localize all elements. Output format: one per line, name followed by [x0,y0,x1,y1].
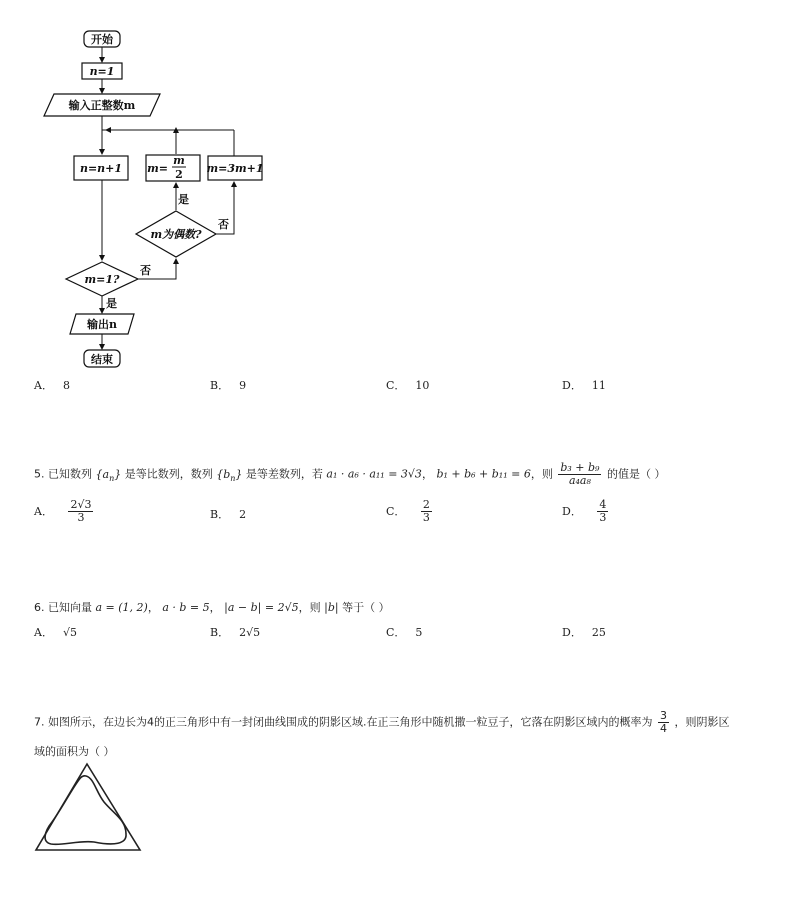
q6-option-b[interactable]: B． 2√5 [210,626,261,639]
q4-option-b[interactable]: B． 9 [210,379,247,392]
q6-a-def: a = (1, 2) [95,601,148,614]
q6-dot: a · b = 5 [162,601,210,614]
fc-yes1: 是 [178,193,189,206]
fc-init-text: n=1 [89,65,115,78]
q5-seq-a: $\{a_n\}$ [95,467,122,483]
fc-half-num: m [173,154,185,167]
fc-half-lhs: m= [147,162,168,175]
fc-yes2: 是 [106,297,117,310]
q7-stem-line2: 域的面积为（ ） [34,745,115,758]
fc-inc-text: n=n+1 [79,162,123,175]
q7-shaded-region [45,776,126,845]
q4-option-d[interactable]: D． 11 [562,379,606,392]
q5-option-c[interactable]: C． $\frac{2}{3}$ [386,498,430,525]
q5-option-d[interactable]: D． $\frac{4}{3}$ [562,498,607,525]
fc-even-text: m为偶数? [150,228,202,241]
q6-mag: |a − b| = 2√5 [224,601,299,614]
q7-stem-line1: 7. 如图所示，在边长为4的正三角形中有一封闭曲线围成的阴影区域.在正三角形中随机撒一粒豆子，它落在阴影区域内的概率为 $\frac{3}{4}$ ，则阴影区 [34,709,730,736]
q5-cond2: b₁ + b₆ + b₁₁ = 6 [436,467,531,481]
q6-stem: 6. 已知向量 a = (1, 2)， a · b = 5， |a − b| = 2√5，则 |b| 等于（ ） [34,601,390,614]
fc-output-text: 输出n [87,318,117,331]
q6-option-a[interactable]: A． √5 [34,626,77,639]
fc-no2: 否 [140,264,151,277]
q5-target-fraction: $\frac{\text{b₃ + b₉}}{\text{a₄a₈}}$ [560,461,600,488]
fc-input-text: 输入正整数m [68,99,136,112]
q7-probability: $\frac{3}{4}$ [659,709,667,736]
q7-triangle-figure [34,762,144,854]
fc-triple-text: m=3m+1 [206,162,264,175]
fc-one-text: m=1? [84,273,120,286]
q4-option-c[interactable]: C． 10 [386,379,430,392]
fc-end-text: 结束 [91,353,113,366]
fc-no1: 否 [218,218,229,231]
q6-option-c[interactable]: C． 5 [386,626,423,639]
q5-option-a[interactable]: A． $\frac{2√3}{3}$ [34,498,92,525]
q4-option-a[interactable]: A． 8 [34,379,70,392]
fc-half-den: 2 [175,168,183,181]
fc-start-text: 开始 [91,33,113,46]
q5-option-b[interactable]: B． 2 [210,508,247,521]
flowchart [0,0,300,380]
q6-option-d[interactable]: D． 25 [562,626,606,639]
q6-b-mag: |b| [324,601,339,614]
q5-cond1: a₁ · a₆ · a₁₁ = 3√3 [326,467,422,481]
q5-seq-b: $\{b_n\}$ [216,467,243,483]
q5-stem: 5. 已知数列 $\{a_n\}$ 是等比数列，数列 $\{b_n\}$ 是等差数列，若 a₁ · a₆ · a₁₁ = 3√3， b₁ + b₆ + b₁₁ = 6，则 $\frac{\text{b₃ + b₉}}{\text{a₄a₈}}$ 的值是（ ） [34,461,666,488]
